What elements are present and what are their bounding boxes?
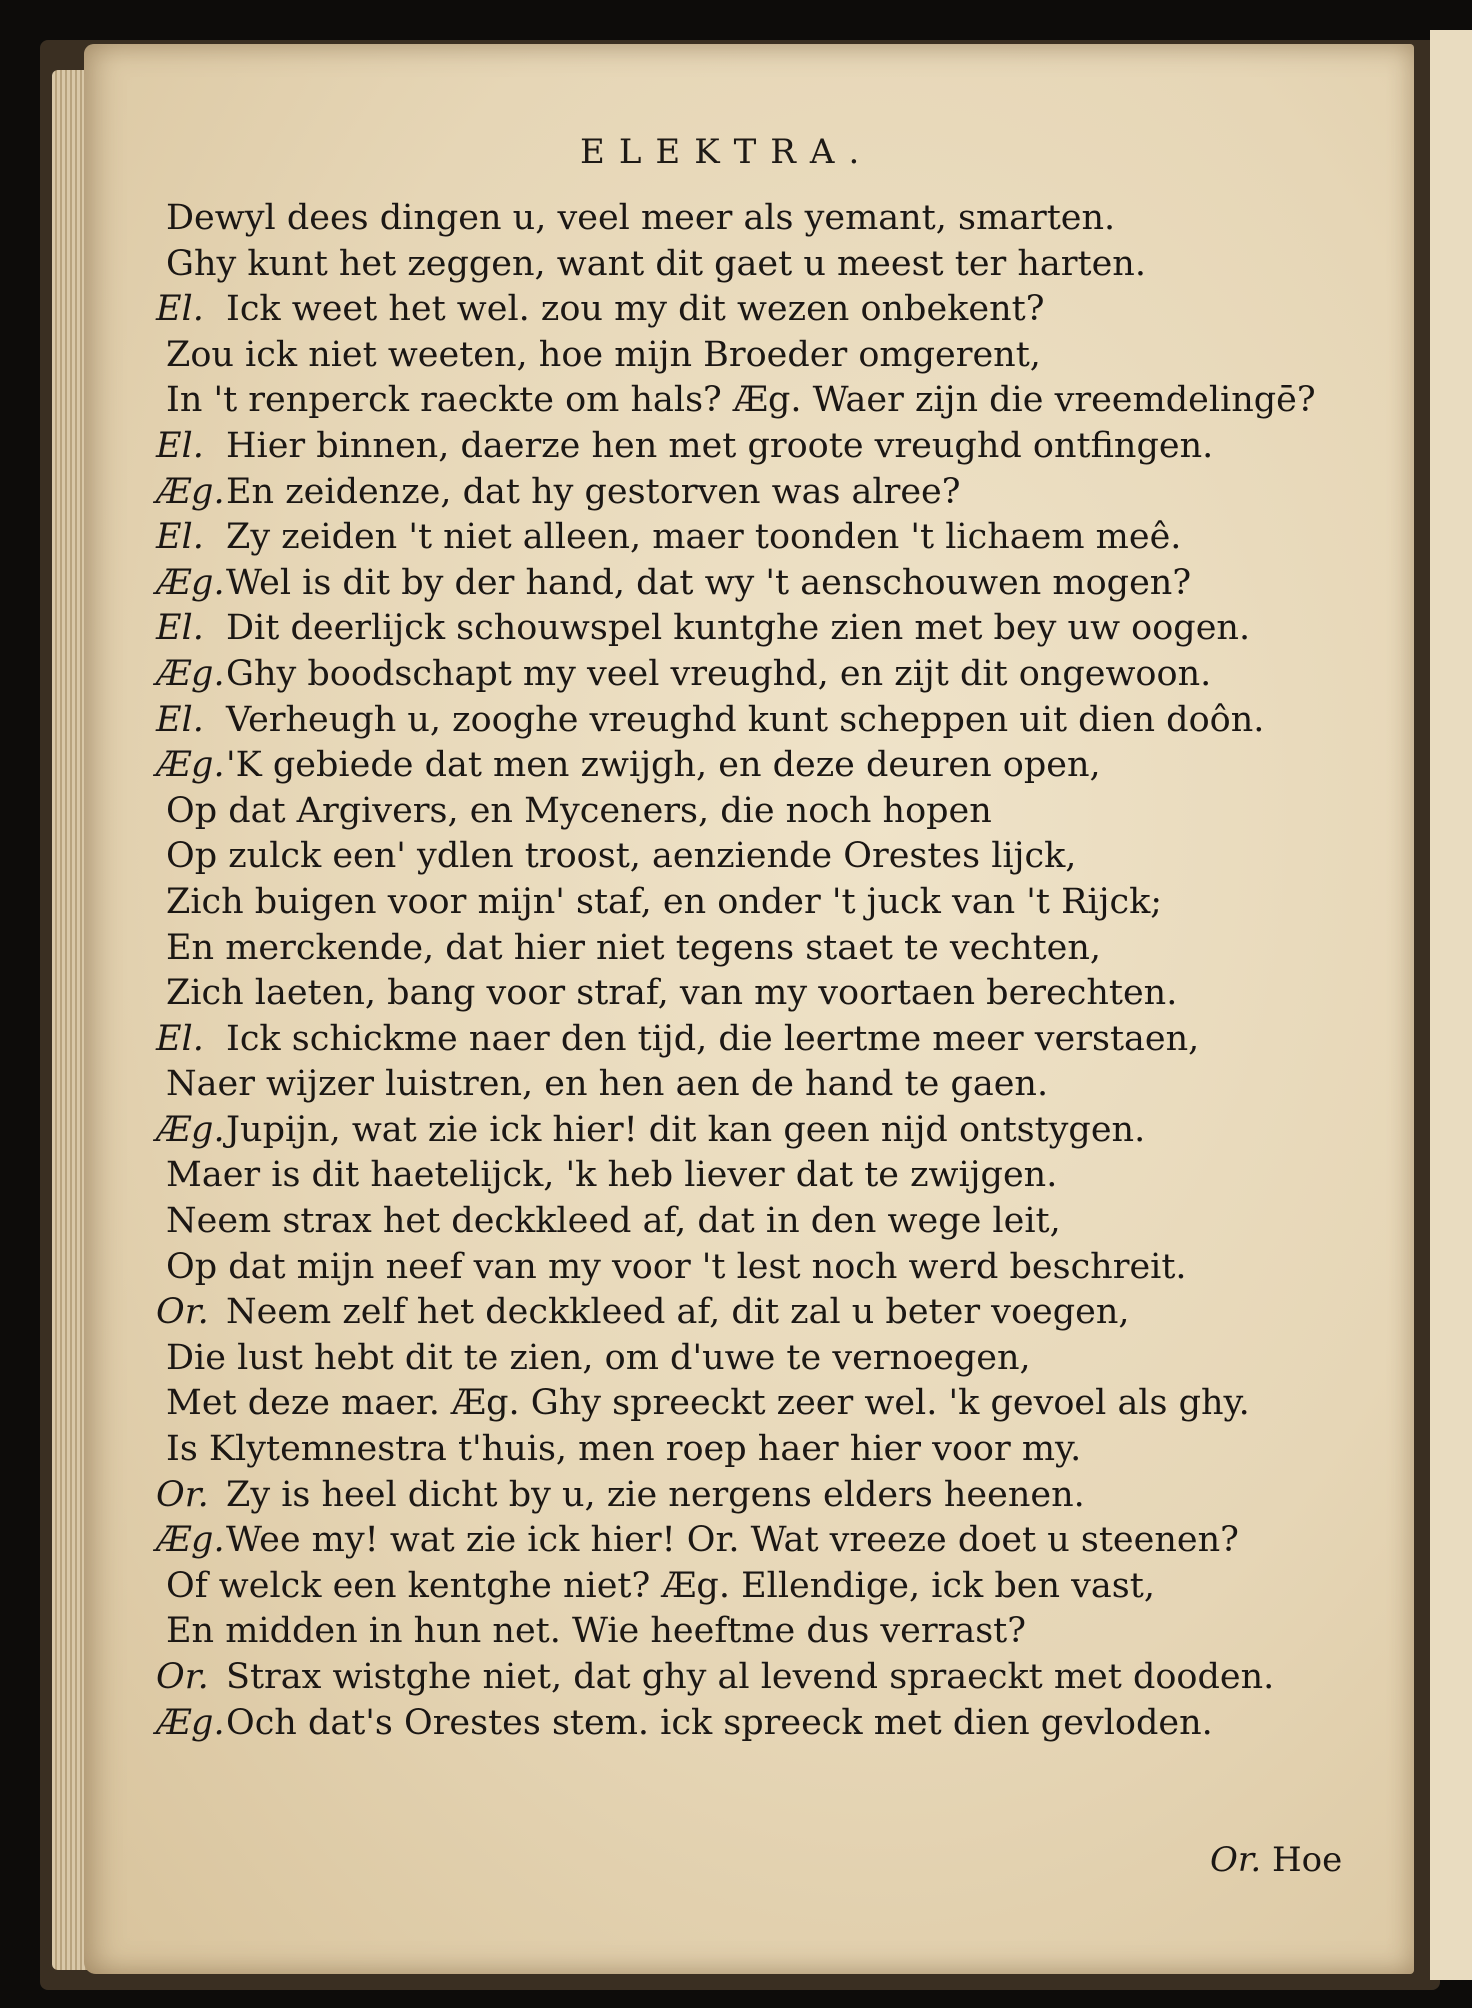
verse-line <box>156 287 1386 333</box>
line-text: Maer is dit haetelijck, 'k heb liever dat te zwijgen. <box>166 1155 1058 1196</box>
verse-line <box>156 1473 1386 1519</box>
line-text: In 't renperck raeckte om hals? Æg. Waer zijn die vreemdelingē? <box>166 380 1316 421</box>
line-text: Is Klytemnestra t'huis, men roep haer hier voor my. <box>166 1429 1082 1470</box>
line-text: Neem zelf het deckkleed af, dit zal u beter voegen, <box>226 1292 1130 1333</box>
line-text: Jupijn, wat zie ick hier! dit kan geen nijd ontstygen. <box>226 1109 1146 1150</box>
verse-line <box>156 926 1386 972</box>
line-text: Ick schickme naer den tijd, die leertme meer verstaen, <box>226 1018 1200 1059</box>
line-text: 'K gebiede dat men zwijgh, en deze deuren open, <box>226 745 1101 786</box>
verse-line <box>156 698 1386 744</box>
line-text: Wel is dit by der hand, dat wy 't aenschouwen mogen? <box>226 562 1192 603</box>
verse-line <box>156 1609 1386 1655</box>
verse-line <box>156 1701 1386 1747</box>
verse-line <box>156 1245 1386 1291</box>
speaker-label: Æg. <box>156 1109 225 1150</box>
verse-line <box>156 1108 1386 1154</box>
speaker-label: El. <box>156 699 204 740</box>
line-text: Of welck een kentghe niet? Æg. Ellendige, ick ben vast, <box>166 1565 1155 1606</box>
verse-line <box>156 1564 1386 1610</box>
line-text: Op dat Argivers, en Myceners, die noch hopen <box>166 790 992 831</box>
verse-line <box>156 561 1386 607</box>
verse-line <box>156 971 1386 1017</box>
speaker-label: Æg. <box>156 1520 225 1561</box>
catchword <box>1210 1840 1342 1880</box>
verse-line <box>156 333 1386 379</box>
speaker-label: Æg. <box>156 1702 225 1743</box>
verse-line <box>156 789 1386 835</box>
line-text: Zou ick niet weeten, hoe mijn Broeder omgerent, <box>166 334 1041 375</box>
verse-line <box>156 424 1386 470</box>
verse-line <box>156 1017 1386 1063</box>
catchword-speaker: Or. <box>1210 1840 1262 1880</box>
verse-line <box>156 242 1386 288</box>
verse-line <box>156 470 1386 516</box>
line-text: Neem strax het deckkleed af, dat in den wege leit, <box>166 1201 1061 1242</box>
verse-line <box>156 880 1386 926</box>
speaker-label: Or. <box>156 1474 209 1515</box>
speaker-label: Æg. <box>156 471 225 512</box>
verse-line <box>156 1199 1386 1245</box>
speaker-label: Æg. <box>156 745 225 786</box>
catchword-text: Hoe <box>1272 1840 1343 1880</box>
line-text: En midden in hun net. Wie heeftme dus verrast? <box>166 1611 1027 1652</box>
verse-line <box>156 515 1386 561</box>
line-text: Naer wijzer luistren, en hen aen de hand te gaen. <box>166 1064 1049 1105</box>
verse-line <box>156 196 1386 242</box>
verse-text <box>156 196 1386 1746</box>
speaker-label: El. <box>156 425 204 466</box>
verse-line <box>156 606 1386 652</box>
verse-line <box>156 834 1386 880</box>
speaker-label: El. <box>156 608 204 649</box>
running-header: ELEKTRA. <box>580 132 874 172</box>
verse-line <box>156 652 1386 698</box>
verse-line <box>156 1336 1386 1382</box>
line-text: Verheugh u, zooghe vreughd kunt scheppen uit dien doôn. <box>226 699 1265 740</box>
speaker-label: El. <box>156 1018 204 1059</box>
line-text: Ghy kunt het zeggen, want dit gaet u meest ter harten. <box>166 243 1146 284</box>
verse-line <box>156 1290 1386 1336</box>
speaker-label: Or. <box>156 1657 209 1697</box>
verse-line <box>156 378 1386 424</box>
line-text: Strax wistghe niet, dat ghy al levend spraeckt met dooden. <box>226 1657 1275 1697</box>
line-text: Met deze maer. Æg. Ghy spreeckt zeer wel. 'k gevoel als ghy. <box>166 1383 1250 1424</box>
line-text: Zich buigen voor mijn' staf, en onder 't juck van 't Rijck; <box>166 881 1163 922</box>
line-text: Ghy boodschapt my veel vreughd, en zijt dit ongewoon. <box>226 653 1212 694</box>
line-text: Zy zeiden 't niet alleen, maer toonden 't lichaem meê. <box>226 517 1182 558</box>
line-text: En zeidenze, dat hy gestorven was alree? <box>226 471 961 512</box>
verse-line <box>156 1381 1386 1427</box>
verse-line <box>156 1427 1386 1473</box>
line-text: Zich laeten, bang voor straf, van my voortaen berechten. <box>166 973 1178 1014</box>
line-text: Die lust hebt dit te zien, om d'uwe te vernoegen, <box>166 1337 1031 1378</box>
speaker-label: El. <box>156 517 204 558</box>
verse-line <box>156 743 1386 789</box>
verse-line <box>156 1062 1386 1108</box>
facing-page-edge <box>1430 30 1472 1980</box>
speaker-label: Æg. <box>156 562 225 603</box>
line-text: Hier binnen, daerze hen met groote vreughd ontfingen. <box>226 425 1214 466</box>
line-text: Op zulck een' ydlen troost, aenziende Orestes lijck, <box>166 836 1077 877</box>
verse-line <box>156 1655 1386 1701</box>
line-text: Wee my! wat zie ick hier! Or. Wat vreeze doet u steenen? <box>226 1520 1239 1561</box>
line-text: Ick weet het wel. zou my dit wezen onbekent? <box>226 289 1045 330</box>
line-text: Zy is heel dicht by u, zie nergens elders heenen. <box>226 1474 1085 1515</box>
verse-line <box>156 1518 1386 1564</box>
line-text: Dit deerlijck schouwspel kuntghe zien met bey uw oogen. <box>226 608 1251 649</box>
line-text: Och dat's Orestes stem. ick spreeck met dien gevloden. <box>226 1702 1213 1743</box>
line-text: En merckende, dat hier niet tegens staet te vechten, <box>166 927 1101 968</box>
line-text: Op dat mijn neef van my voor 't lest noch werd beschreit. <box>166 1246 1187 1287</box>
verse-line <box>156 1153 1386 1199</box>
speaker-label: Or. <box>156 1292 209 1333</box>
speaker-label: El. <box>156 289 204 330</box>
line-text: Dewyl dees dingen u, veel meer als yemant, smarten. <box>166 198 1116 238</box>
speaker-label: Æg. <box>156 653 225 694</box>
